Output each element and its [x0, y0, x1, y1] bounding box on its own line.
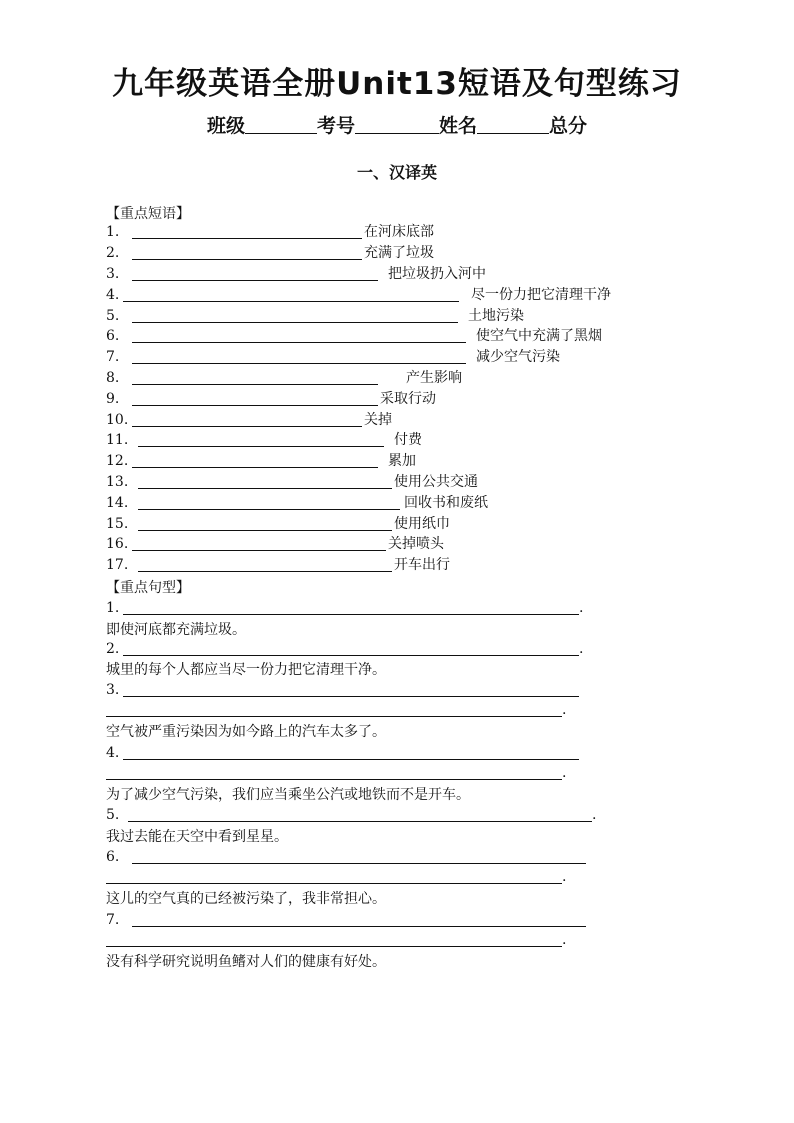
sentence-chinese: 为了减少空气污染，我们应当乘坐公汽或地铁而不是开车。 — [106, 787, 470, 803]
sentence-answer-line-2 — [106, 700, 566, 720]
phrase-number: 10. — [106, 412, 129, 428]
phrase-number: 4. — [106, 287, 120, 303]
phrase-number: 6. — [106, 328, 120, 344]
sentence-chinese: 空气被严重污染因为如今路上的汽车太多了。 — [106, 724, 386, 740]
sentences-heading: 【重点句型】 — [106, 580, 190, 596]
class-label: 班级 — [206, 115, 245, 137]
phrase-answer-blank[interactable] — [132, 369, 378, 385]
phrase-chinese: 使空气中充满了黑烟 — [476, 328, 602, 344]
phrase-item — [106, 285, 611, 305]
phrase-item — [106, 534, 444, 554]
page-title: 九年级英语全册Unit13短语及句型练习 — [112, 66, 682, 102]
phrase-number: 15. — [106, 516, 129, 532]
sentence-period: . — [562, 869, 567, 885]
phrase-chinese: 采取行动 — [380, 391, 436, 407]
sentence-number: 4. — [106, 745, 120, 761]
sentence-answer-line — [106, 743, 579, 763]
phrases-heading: 【重点短语】 — [106, 206, 190, 222]
phrase-number: 11. — [106, 432, 129, 448]
sentence-period: . — [592, 807, 597, 823]
sentence-answer-blank[interactable] — [106, 868, 562, 884]
phrase-item — [106, 430, 422, 450]
phrase-answer-blank[interactable] — [132, 265, 378, 281]
phrase-answer-blank[interactable] — [132, 223, 362, 239]
sentence-answer-line — [106, 910, 586, 930]
sentence-answer-line — [106, 805, 596, 825]
phrase-item — [106, 264, 486, 284]
phrase-chinese: 关掉 — [364, 412, 392, 428]
phrase-item — [106, 555, 450, 575]
phrase-chinese: 在河床底部 — [364, 224, 434, 240]
phrase-chinese: 把垃圾扔入河中 — [388, 266, 486, 282]
phrase-chinese: 使用纸巾 — [394, 516, 450, 532]
phrase-item — [106, 514, 450, 534]
sentence-number: 2. — [106, 641, 120, 657]
phrase-item — [106, 410, 392, 430]
class-blank[interactable] — [245, 115, 317, 134]
phrase-item — [106, 389, 436, 409]
phrase-answer-blank[interactable] — [138, 473, 392, 489]
phrase-answer-blank[interactable] — [132, 411, 362, 427]
number-blank[interactable] — [355, 115, 439, 134]
phrase-number: 12. — [106, 453, 129, 469]
phrase-answer-blank[interactable] — [138, 431, 384, 447]
phrase-number: 5. — [106, 308, 120, 324]
phrase-item — [106, 222, 434, 242]
sentence-answer-blank[interactable] — [106, 764, 562, 780]
sentence-answer-blank[interactable] — [106, 931, 562, 947]
sentence-answer-line — [106, 598, 583, 618]
phrase-chinese: 充满了垃圾 — [364, 245, 434, 261]
phrase-answer-blank[interactable] — [138, 556, 392, 572]
phrase-item — [106, 451, 416, 471]
sentence-chinese: 城里的每个人都应当尽一份力把它清理干净。 — [106, 662, 386, 678]
sentence-chinese: 即使河底都充满垃圾。 — [106, 622, 246, 638]
phrase-number: 1. — [106, 224, 120, 240]
sentence-period: . — [562, 765, 567, 781]
phrase-chinese: 回收书和废纸 — [404, 495, 488, 511]
phrase-item — [106, 306, 524, 326]
phrase-item — [106, 493, 488, 513]
sentence-chinese: 这儿的空气真的已经被污染了，我非常担心。 — [106, 891, 386, 907]
phrase-answer-blank[interactable] — [132, 535, 386, 551]
sentence-answer-line — [106, 680, 579, 700]
phrase-chinese: 使用公共交通 — [394, 474, 478, 490]
phrase-chinese: 尽一份力把它清理干净 — [471, 287, 611, 303]
score-label: 总分 — [549, 115, 588, 137]
phrase-number: 2. — [106, 245, 120, 261]
sentence-answer-blank[interactable] — [106, 701, 562, 717]
sentence-number: 6. — [106, 849, 120, 865]
sentence-answer-blank[interactable] — [123, 744, 579, 760]
sentence-number: 1. — [106, 600, 120, 616]
phrase-chinese: 产生影响 — [406, 370, 462, 386]
phrase-answer-blank[interactable] — [132, 307, 458, 323]
phrase-chinese: 土地污染 — [468, 308, 524, 324]
phrase-chinese: 关掉喷头 — [388, 536, 444, 552]
phrase-number: 17. — [106, 557, 129, 573]
phrase-item — [106, 347, 560, 367]
phrase-answer-blank[interactable] — [132, 244, 362, 260]
phrase-number: 14. — [106, 495, 129, 511]
sentence-answer-blank[interactable] — [132, 911, 586, 927]
phrase-number: 9. — [106, 391, 120, 407]
phrase-number: 16. — [106, 536, 129, 552]
sentence-answer-line-2 — [106, 930, 566, 950]
phrase-chinese: 减少空气污染 — [476, 349, 560, 365]
sentence-answer-line-2 — [106, 867, 566, 887]
number-label: 考号 — [316, 115, 355, 137]
name-label: 姓名 — [439, 115, 478, 137]
sentence-answer-blank[interactable] — [123, 599, 579, 615]
sentence-answer-line — [106, 639, 583, 659]
sentence-answer-blank[interactable] — [123, 681, 579, 697]
phrase-item — [106, 326, 602, 346]
sentence-number: 3. — [106, 682, 120, 698]
name-blank[interactable] — [477, 115, 549, 134]
phrase-answer-blank[interactable] — [132, 452, 378, 468]
sentence-answer-blank[interactable] — [128, 806, 592, 822]
phrase-answer-blank[interactable] — [138, 515, 392, 531]
phrase-answer-blank[interactable] — [123, 286, 459, 302]
sentence-period: . — [562, 932, 567, 948]
section-title: 一、汉译英 — [356, 163, 437, 182]
sentence-period: . — [562, 702, 567, 718]
sentence-chinese: 我过去能在天空中看到星星。 — [106, 829, 288, 845]
phrase-answer-blank[interactable] — [132, 348, 466, 364]
phrase-answer-blank[interactable] — [132, 390, 378, 406]
sentence-period: . — [579, 600, 584, 616]
student-info-row — [0, 111, 794, 138]
sentence-chinese: 没有科学研究说明鱼鳍对人们的健康有好处。 — [106, 954, 386, 970]
sentence-answer-line — [106, 847, 586, 867]
phrase-answer-blank[interactable] — [138, 494, 400, 510]
sentence-answer-blank[interactable] — [123, 640, 579, 656]
phrase-answer-blank[interactable] — [132, 327, 466, 343]
phrase-item — [106, 472, 478, 492]
phrase-chinese: 开车出行 — [394, 557, 450, 573]
phrase-chinese: 累加 — [388, 453, 416, 469]
phrase-number: 3. — [106, 266, 120, 282]
phrase-number: 13. — [106, 474, 129, 490]
phrase-item — [106, 368, 462, 388]
phrase-chinese: 付费 — [394, 432, 422, 448]
sentence-answer-line-2 — [106, 763, 566, 783]
phrase-number: 8. — [106, 370, 120, 386]
sentence-answer-blank[interactable] — [132, 848, 586, 864]
sentence-period: . — [579, 641, 584, 657]
sentence-number: 7. — [106, 912, 120, 928]
sentence-number: 5. — [106, 807, 120, 823]
phrase-item — [106, 243, 434, 263]
phrase-number: 7. — [106, 349, 120, 365]
